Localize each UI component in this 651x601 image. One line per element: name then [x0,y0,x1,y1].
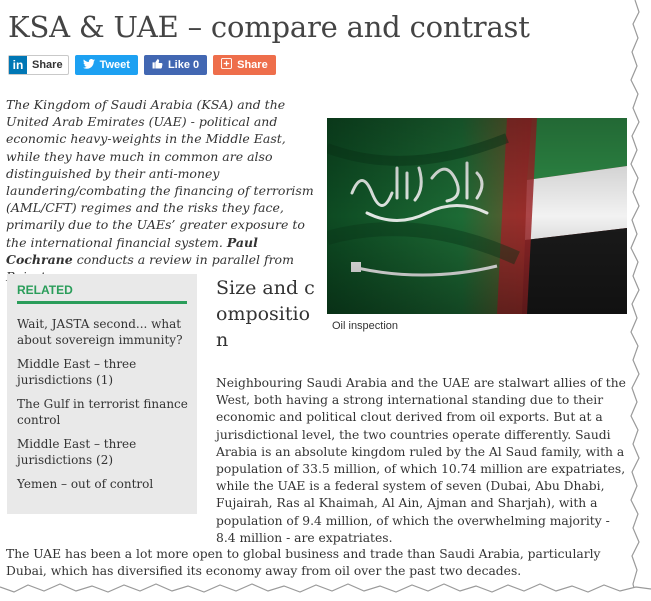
related-list [17,316,189,500]
facebook-like-button[interactable] [144,55,207,75]
author-name[interactable]: Paul Cochrane [6,234,258,267]
related-heading: RELATED [17,283,73,297]
flags-illustration [327,118,627,314]
related-link[interactable]: The Gulf in terrorist finance control [17,397,188,427]
facebook-like-label: Like 0 [167,59,200,71]
related-link[interactable]: Wait, JASTA second... what about sovereign immunity? [17,317,183,347]
section-heading: Size and composition [216,277,315,351]
linkedin-share-label: Share [32,59,63,71]
plus-icon [221,58,232,72]
twitter-bird-icon [83,59,95,72]
body-paragraph-1: Neighbouring Saudi Arabia and the UAE are stalwart allies of the West, both having a strong international standing due to their economic and political clout derived from oil exports. But at a jurisdictional level, the two countries operate differently. Saudi Arabia is an absolute kingdom ruled by the Al Saud family, with a population of 33.5 million, of which 10.74 million are expatriates, while the UAE is a federal system of seven (Dubai, Abu Dhabi, Fujairah, Ras al Khaimah, Al Ain, Ajman and Sharjah), with a population of 9.4 million, of which the overwhelming majority - 8.4 million - are expatriates. [216,376,626,545]
image-caption: Oil inspection [332,320,399,332]
intro-tail: conducts a review in parallel from [76,251,294,267]
linkedin-share-button[interactable] [8,55,69,75]
linkedin-icon: in [9,56,27,74]
related-link[interactable]: Yemen – out of control [17,477,154,491]
body-paragraph-2: The UAE has been a lot more open to global business and trade than Saudi Arabia, particularly Dubai, which has diversified its economy away from oil over the past two decades. [6,547,601,579]
related-divider [17,301,187,304]
intro-text: The Kingdom of Saudi Arabia (KSA) and the United Arab Emirates (UAE) - political and economic heavy-weights in the Middle East, while they have much in common are also distinguished by their anti-money laundering/combating the financing of terrorism (AML/CFT) regimes and the risks they face, primarily due to the UAEs’ greater exposure to the international financial system. [6,97,314,250]
torn-edge-right [621,0,651,601]
tweet-label: Tweet [99,59,130,71]
related-link[interactable]: Middle East – three jurisdictions (2) [17,437,137,467]
related-box [7,274,197,514]
tweet-button[interactable] [75,55,138,75]
share-bar [8,54,276,76]
share-label: Share [237,59,268,71]
flags-image [327,118,627,314]
share-button[interactable] [213,55,276,75]
article-intro [6,96,316,285]
torn-edge-bottom [0,579,651,601]
facebook-thumb-icon [152,58,163,72]
related-link[interactable]: Middle East – three jurisdictions (1) [17,357,137,387]
page-title: KSA & UAE – compare and contrast [8,10,530,44]
